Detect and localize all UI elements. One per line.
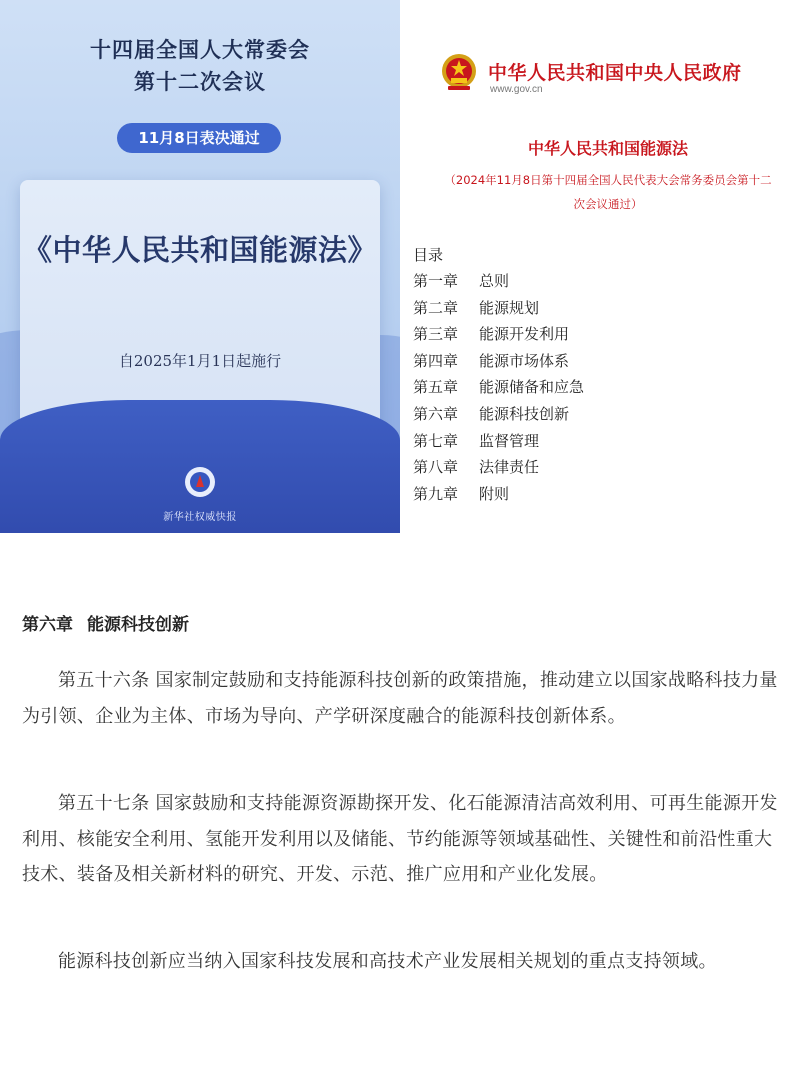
toc-chapter: 第八章 <box>413 458 459 477</box>
toc-chapter-name: 能源储备和应急 <box>479 378 585 397</box>
toc-chapter: 第四章 <box>413 351 459 370</box>
article-paragraph: 能源科技创新应当纳入国家科技发展和高技术产业发展相关规划的重点支持领域。 <box>58 951 717 972</box>
toc-chapter: 第一章 <box>413 272 459 290</box>
toc-chapter-name: 法律责任 <box>479 458 540 477</box>
toc-chapter-name: 能源科技创新 <box>479 404 570 423</box>
toc-chapter-name: 附则 <box>479 484 510 503</box>
toc-chapter: 第五章 <box>413 378 459 397</box>
toc-heading: 目录 <box>413 246 444 264</box>
poster-law-title: 《中华人民共和国能源法》 <box>22 233 377 267</box>
poster-title-line1: 十四届全国人大常委会 <box>90 37 310 62</box>
toc-item <box>413 376 584 403</box>
national-emblem-icon <box>440 52 478 92</box>
news-poster <box>0 0 400 533</box>
note-line: （2024年11月8日第十四届全国人民代表大会常务委员会第十二 <box>444 173 772 187</box>
toc-chapter-name: 能源规划 <box>479 298 540 317</box>
toc-item <box>413 430 584 457</box>
toc-item <box>413 403 584 430</box>
toc-chapter-name: 能源市场体系 <box>479 351 570 370</box>
poster-title-line2: 第十二次会议 <box>134 69 266 94</box>
gov-site-url: www.gov.cn <box>490 84 543 95</box>
toc-chapter: 第二章 <box>413 298 459 317</box>
xinhua-logo-icon <box>185 467 215 497</box>
toc-item <box>413 297 584 324</box>
toc-item <box>413 456 584 483</box>
document-adoption-note <box>418 168 798 216</box>
effective-date: 自2025年1月1日起施行 <box>118 352 282 370</box>
article-paragraph: 第五十六条 国家制定鼓励和支持能源科技创新的政策措施，推动建立以国家战略科技力量为引领、企业为主体、市场为导向、产学研深度融合的能源科技创新体系。 <box>22 670 778 727</box>
poster-card <box>20 180 380 435</box>
toc-chapter: 第六章 <box>413 404 459 423</box>
chapter-title: 能源科技创新 <box>87 615 189 635</box>
article-paragraph: 第五十七条 国家鼓励和支持能源资源勘探开发、化石能源清洁高效利用、可再生能源开发利用、核能安全利用、氢能开发利用以及储能、节约能源等领域基础性、关键性和前沿性重大技术、装备及相关新材料的研究、开发、示范、推广应用和产业化发展。 <box>22 793 778 885</box>
toc-chapter: 第七章 <box>413 431 459 450</box>
vote-date-badge: 11月8日表决通过 <box>117 123 281 153</box>
agency-name: 新华社权威快报 <box>163 512 237 523</box>
toc-item <box>413 270 584 297</box>
toc-chapter-name: 能源开发利用 <box>479 325 570 344</box>
document-title: 中华人民共和国能源法 <box>527 139 688 158</box>
toc-chapter: 第九章 <box>413 484 459 503</box>
toc-item <box>413 350 584 377</box>
toc-item <box>413 323 584 350</box>
toc-item <box>413 483 584 510</box>
gov-site-name: 中华人民共和国中央人民政府 <box>488 62 742 84</box>
table-of-contents <box>413 270 584 509</box>
toc-chapter: 第三章 <box>413 325 459 344</box>
note-line: 次会议通过） <box>573 197 643 211</box>
chapter-number: 第六章 <box>22 615 73 635</box>
toc-chapter-name: 监督管理 <box>479 431 540 450</box>
chapter-heading <box>22 610 189 635</box>
toc-chapter-name: 总则 <box>479 272 510 290</box>
